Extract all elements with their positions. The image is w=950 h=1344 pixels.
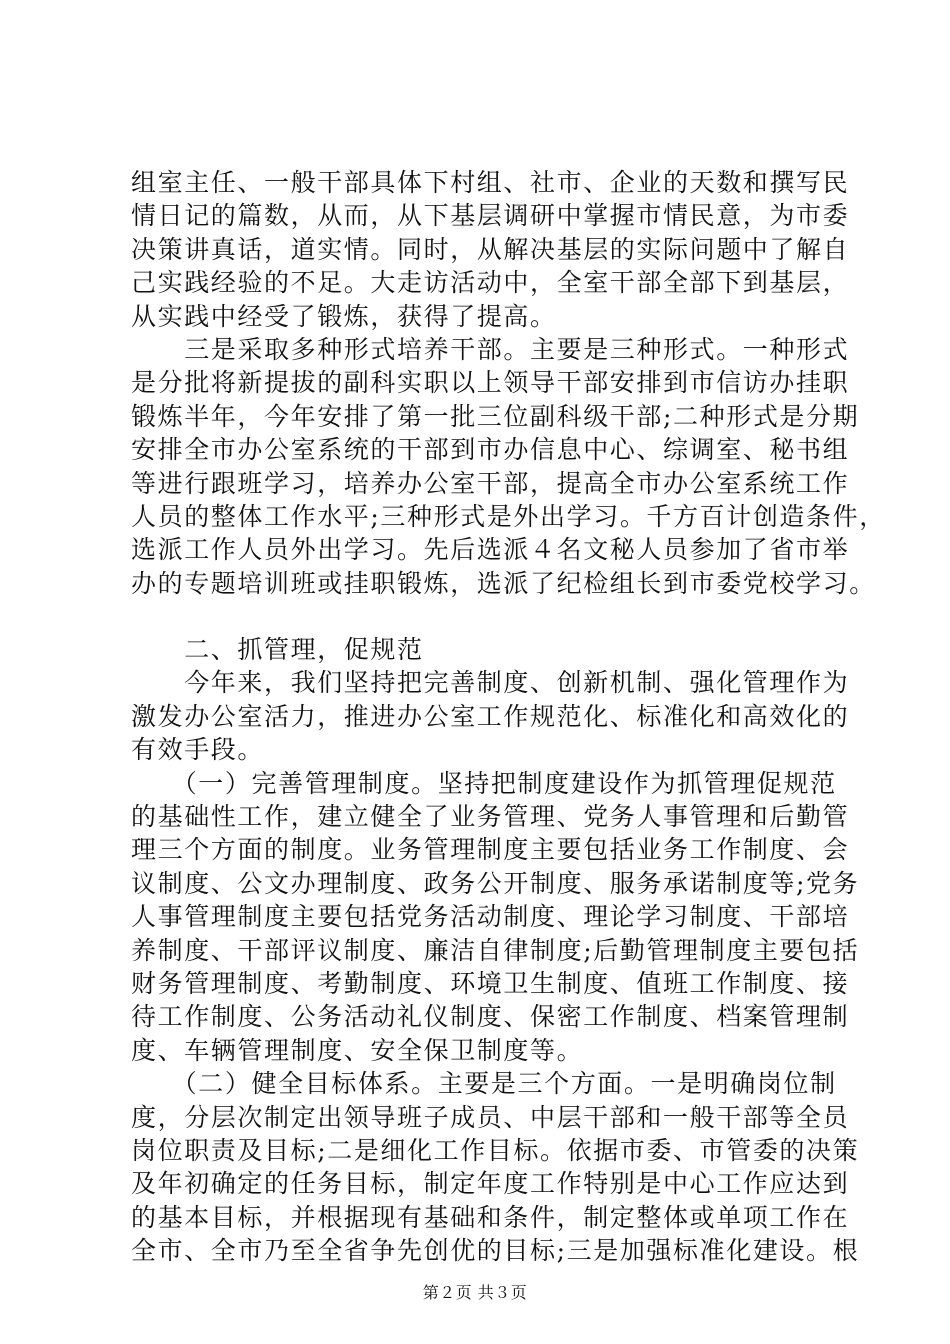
text-line: 选派工作人员外出学习。先后选派４名文秘人员参加了省市举 <box>131 535 850 565</box>
text-line: 从实践中经受了锻炼，获得了提高。 <box>131 301 557 331</box>
text-line: 今年来，我们坚持把完善制度、创新机制、强化管理作为 <box>131 668 850 698</box>
text-line: 议制度、公文办理制度、政务公开制度、服务承诺制度等;党务 <box>131 868 860 898</box>
text-line: 人事管理制度主要包括党务活动制度、理论学习制度、干部培 <box>131 902 850 932</box>
text-line: 岗位职责及目标;二是细化工作目标。依据市委、市管委的决策 <box>131 1135 860 1165</box>
text-block-management <box>131 633 860 1267</box>
text-line: 等进行跟班学习，培养办公室干部，提高全市办公室系统工作 <box>131 468 850 498</box>
page-footer: 第２页 共３页 <box>422 1283 528 1302</box>
text-line: 人员的整体工作水平;三种形式是外出学习。千方百计创造条件， <box>131 501 886 531</box>
text-line: 决策讲真话，道实情。同时，从解决基层的实际问题中了解自 <box>131 234 850 264</box>
text-line: 办的专题培训班或挂职锻炼，选派了纪检组长到市委党校学习。 <box>131 568 876 598</box>
text-line: 全市、全市乃至全省争先创优的目标;三是加强标准化建设。根 <box>131 1236 860 1266</box>
paragraph-gap <box>131 600 831 633</box>
text-block-training <box>131 166 886 600</box>
text-line: 度，分层次制定出领导班子成员、中层干部和一般干部等全员 <box>131 1102 850 1132</box>
text-line: 己实践经验的不足。大走访活动中，全室干部全部下到基层， <box>131 268 850 298</box>
text-line: 的基本目标，并根据现有基础和条件，制定整体或单项工作在 <box>131 1202 850 1232</box>
text-line: 是分批将新提拔的副科实职以上领导干部安排到市信访办挂职 <box>131 368 850 398</box>
text-line: 情日记的篇数，从而，从下基层调研中掌握市情民意，为市委 <box>131 201 850 231</box>
text-line: 三是采取多种形式培养干部。主要是三种形式。一种形式 <box>131 334 850 364</box>
text-line: 的基础性工作，建立健全了业务管理、党务人事管理和后勤管 <box>131 802 850 832</box>
text-line: 理三个方面的制度。业务管理制度主要包括业务工作制度、会 <box>131 835 850 865</box>
text-line: 度、车辆管理制度、安全保卫制度等。 <box>131 1035 584 1065</box>
text-line: 养制度、干部评议制度、廉洁自律制度;后勤管理制度主要包括 <box>131 935 860 965</box>
text-line: 财务管理制度、考勤制度、环境卫生制度、值班工作制度、接 <box>131 968 850 998</box>
text-line: 有效手段。 <box>131 735 265 765</box>
text-line: （一）完善管理制度。坚持把制度建设作为抓管理促规范 <box>131 768 837 798</box>
text-line: 及年初确定的任务目标，制定年度工作特别是中心工作应达到 <box>131 1169 850 1199</box>
text-line: 安排全市办公室系统的干部到市办信息中心、综调室、秘书组 <box>131 435 850 465</box>
text-line: 锻炼半年，今年安排了第一批三位副科级干部;二种形式是分期 <box>131 401 860 431</box>
text-line: 待工作制度、公务活动礼仪制度、保密工作制度、档案管理制 <box>131 1002 850 1032</box>
document-body <box>131 166 886 1268</box>
text-line: 组室主任、一般干部具体下村组、社市、企业的天数和撰写民 <box>131 168 850 197</box>
text-line: （二）健全目标体系。主要是三个方面。一是明确岗位制 <box>131 1069 837 1099</box>
text-line: 激发办公室活力，推进办公室工作规范化、标准化和高效化的 <box>131 701 850 731</box>
text-line: 二、抓管理，促规范 <box>131 635 424 665</box>
